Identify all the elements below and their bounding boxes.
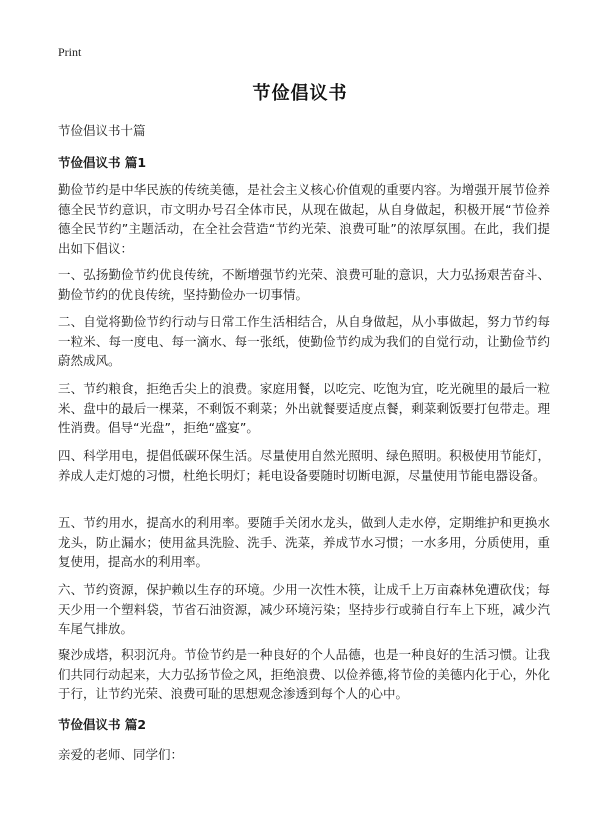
paragraph-item-4: 四、科学用电，提倡低碳环保生活。尽量使用自然光照明、绿色照明。积极使用节能灯，养成人走灯熄的习惯，杜绝长明灯；耗电设备要随时切断电源，尽量使用节能电器设备。 [58, 448, 550, 483]
print-label: Print [58, 45, 82, 59]
paragraph-conclusion: 聚沙成塔，积羽沉舟。节俭节约是一种良好的个人品德，也是一种良好的生活习惯。让我们共同行动起来，大力弘扬节俭之风，拒绝浪费、以俭养德,将节俭的美德内化于心，外化于行，让节约光荣、浪费可耻的思想观念渗透到每个人的心中。 [58, 647, 550, 701]
paragraph-item-3: 三、节约粮食，拒绝舌尖上的浪费。家庭用餐，以吃完、吃饱为宜，吃光碗里的最后一粒米、盘中的最后一棵菜，不剩饭不剩菜；外出就餐要适度点餐，剩菜剩饭要打包带走。理性消费。倡导“光盘”，拒绝“盛宴”。 [58, 381, 550, 435]
paragraph-intro: 勤俭节约是中华民族的传统美德，是社会主义核心价值观的重要内容。为增强开展节俭养德全民节约意识，市文明办号召全体市民，从现在做起，从自身做起，积极开展“节俭养德全民节约”主题活动，在全社会营造“节约光荣、浪费可耻”的浓厚氛围。在此，我们提出如下倡议： [58, 182, 550, 256]
paragraph-greeting: 亲爱的老师、同学们： [58, 747, 184, 762]
section-heading-1: 节俭倡议书 篇1 [58, 155, 147, 170]
paragraph-item-1: 一、弘扬勤俭节约优良传统，不断增强节约光荣、浪费可耻的意识，大力弘扬艰苦奋斗、勤俭节约的优良传统，坚持勤俭办一切事情。 [58, 267, 550, 302]
paragraph-item-6: 六、节约资源，保护赖以生存的环境。少用一次性木筷，让成千上万亩森林免遭砍伐；每天少用一个塑料袋，节省石油资源，减少环境污染；坚持步行或骑自行车上下班，减少汽车尾气排放。 [58, 582, 550, 636]
paragraph-item-5: 五、节约用水，提高水的利用率。要随手关闭水龙头，做到人走水停，定期维护和更换水龙头，防止漏水；使用盆具洗脸、洗手、洗菜，养成节水习惯；一水多用，分质使用，重复使用，提高水的利用率。 [58, 515, 550, 569]
paragraph-item-2: 二、自觉将勤俭节约行动与日常工作生活相结合，从自身做起，从小事做起，努力节约每一粒米、每一度电、每一滴水、每一张纸，使勤俭节约成为我们的自觉行动，让勤俭节约蔚然成风。 [58, 314, 550, 368]
document-subtitle: 节俭倡议书十篇 [58, 123, 146, 138]
section-heading-2: 节俭倡议书 篇2 [58, 717, 147, 732]
page-title: 节俭倡议书 [252, 83, 348, 104]
